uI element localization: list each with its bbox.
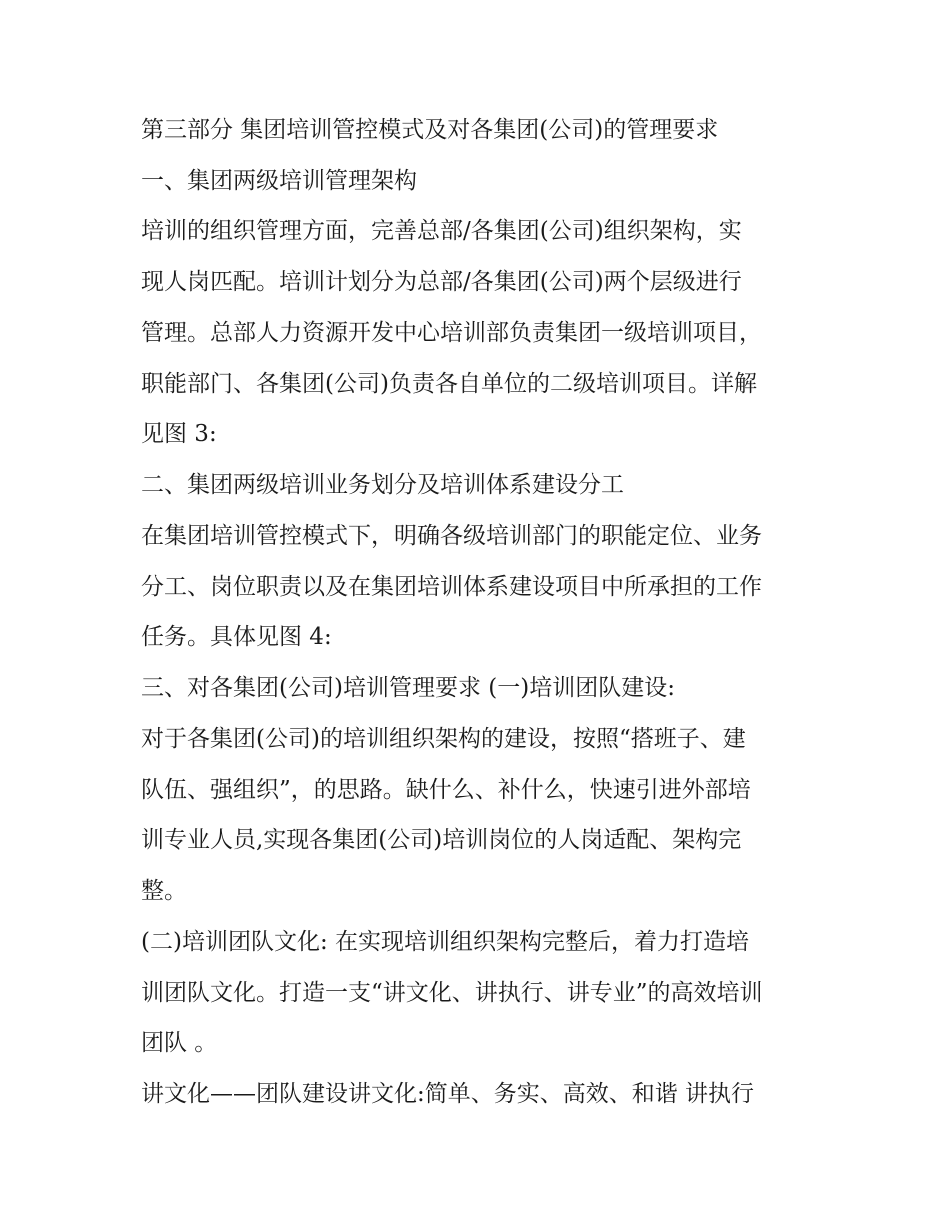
paragraph-line: 整。 xyxy=(141,878,187,904)
paragraph-line: 队伍、强组织”，的思路。缺什么、补什么，快速引进外部培 xyxy=(141,777,751,803)
paragraph-line: 在集团培训管控模式下，明确各级培训部门的职能定位、业务 xyxy=(141,523,762,549)
section-heading: 第三部分 集团培训管控模式及对各集团(公司)的管理要求 xyxy=(141,117,719,143)
paragraph-line: 现人岗匹配。培训计划分为总部/各集团(公司)两个层级进行 xyxy=(141,269,742,295)
paragraph-line: 管理。总部人力资源开发中心培训部负责集团一级培训项目， xyxy=(141,320,762,346)
paragraph-line: 任务。具体见图 4: xyxy=(141,624,332,650)
paragraph-line: 团队 。 xyxy=(141,1030,218,1056)
paragraph-line: 分工、岗位职责以及在集团培训体系建设项目中所承担的工作 xyxy=(141,574,762,600)
subheading-3: 三、对各集团(公司)培训管理要求 (一)培训团队建设: xyxy=(141,675,675,701)
paragraph-line: 训团队文化。打造一支“讲文化、讲执行、讲专业”的高效培训 xyxy=(141,980,763,1006)
paragraph-line: (二)培训团队文化: 在实现培训组织架构完整后，着力打造培 xyxy=(141,929,750,955)
paragraph-line: 培训的组织管理方面，完善总部/各集团(公司)组织架构，实 xyxy=(141,218,742,244)
paragraph-line: 对于各集团(公司)的培训组织架构的建设，按照“搭班子、建 xyxy=(141,726,746,752)
paragraph-line: 职能部门、各集团(公司)负责各自单位的二级培训项目。详解 xyxy=(141,371,757,397)
paragraph-line: 见图 3: xyxy=(141,421,217,447)
paragraph-line: 讲文化——团队建设讲文化:简单、务实、高效、和谐 讲执行 xyxy=(141,1081,755,1107)
subheading-1: 一、集团两级培训管理架构 xyxy=(141,168,417,194)
paragraph-line: 训专业人员,实现各集团(公司)培训岗位的人岗适配、架构完 xyxy=(141,827,742,853)
subheading-2: 二、集团两级培训业务划分及培训体系建设分工 xyxy=(141,472,624,498)
